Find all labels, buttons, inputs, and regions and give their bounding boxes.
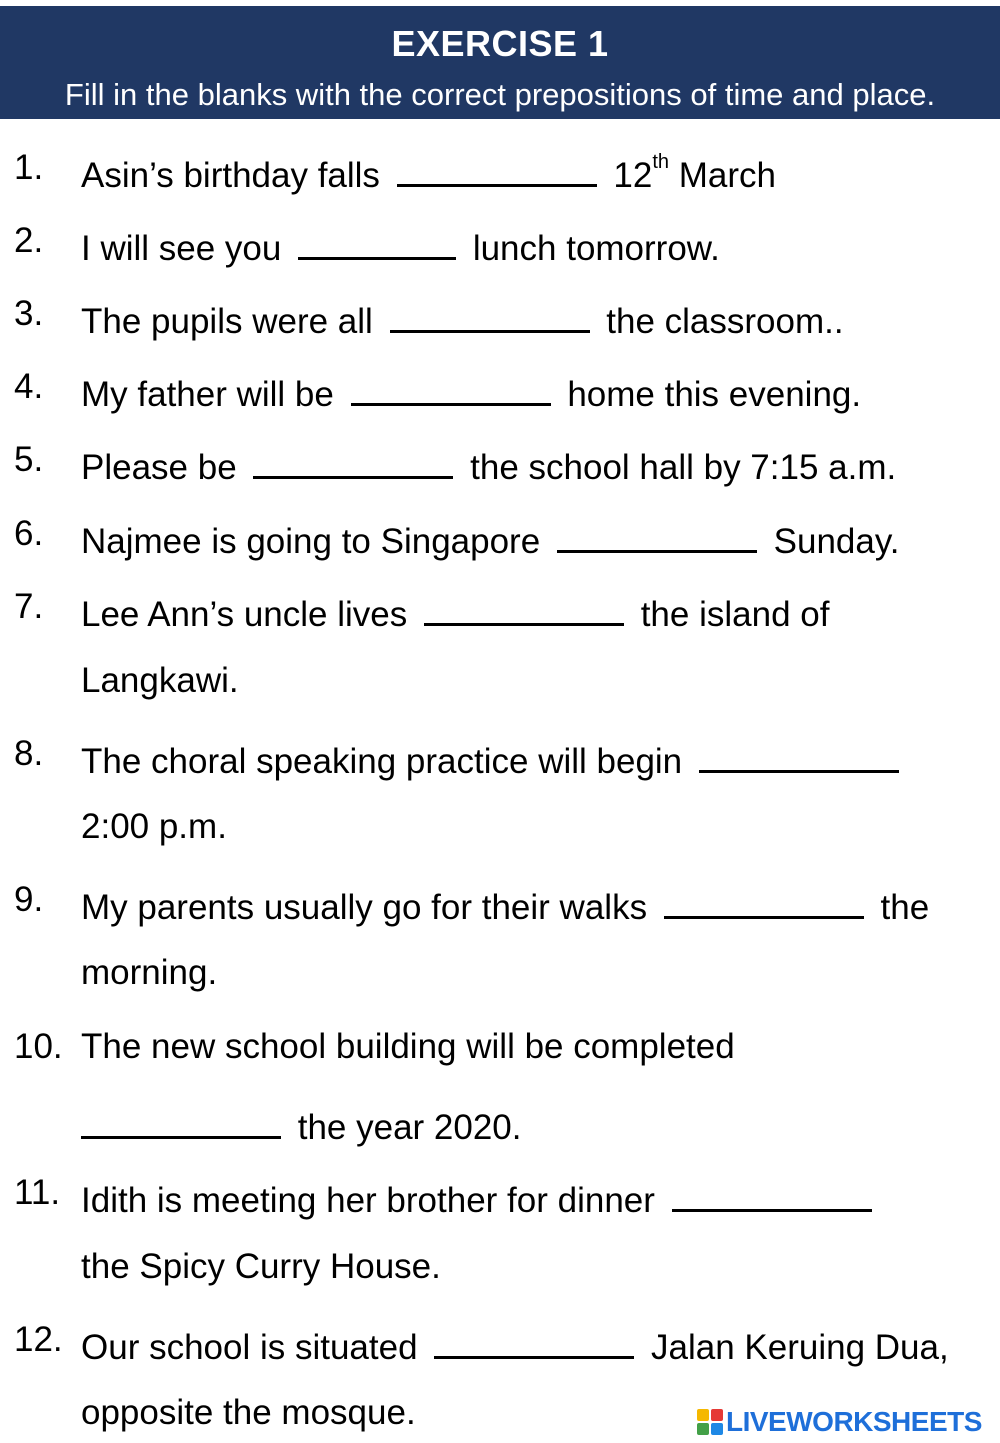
question-text-before: The choral speaking practice will begin bbox=[81, 742, 692, 781]
question-text-before: Najmee is going to Singapore bbox=[81, 522, 550, 561]
question-number: 10. bbox=[14, 1027, 63, 1066]
question-text-after: the school hall by 7:15 a.m. bbox=[460, 448, 897, 487]
question-text-after: the bbox=[870, 888, 930, 927]
question-number: 7. bbox=[14, 587, 44, 626]
question-text-before: Please be bbox=[81, 448, 247, 487]
answer-blank[interactable] bbox=[557, 512, 757, 553]
question-number: 4. bbox=[14, 367, 44, 406]
question-text-before: The pupils were all bbox=[81, 302, 383, 341]
question-text-after: home this evening. bbox=[557, 375, 862, 414]
question-text bbox=[81, 512, 899, 564]
exercise-title: EXERCISE 1 bbox=[391, 23, 609, 64]
answer-blank[interactable] bbox=[397, 146, 597, 187]
question-text bbox=[81, 292, 844, 344]
question-text-after: March bbox=[678, 156, 776, 195]
question-number: 1. bbox=[14, 148, 44, 187]
question-text bbox=[81, 438, 896, 490]
answer-blank[interactable] bbox=[81, 1098, 281, 1139]
question-text-after: 12 bbox=[603, 156, 653, 195]
answer-blank[interactable] bbox=[664, 878, 864, 919]
question-number: 5. bbox=[14, 440, 44, 479]
question-number: 8. bbox=[14, 734, 44, 773]
question-text-after: the island of bbox=[630, 595, 830, 634]
liveworksheets-logo[interactable] bbox=[697, 1404, 982, 1440]
question-number: 11. bbox=[14, 1173, 61, 1212]
question-text-before: Idith is meeting her brother for dinner bbox=[81, 1181, 665, 1220]
question-text bbox=[81, 146, 776, 198]
ordinal-suffix: th bbox=[652, 151, 670, 174]
question-text-after: lunch tomorrow. bbox=[463, 229, 720, 268]
answer-blank[interactable] bbox=[390, 292, 590, 333]
question-text-continuation: opposite the mosque. bbox=[81, 1393, 416, 1432]
answer-blank[interactable] bbox=[253, 438, 453, 479]
question-text-before: My father will be bbox=[81, 375, 344, 414]
answer-blank[interactable] bbox=[424, 585, 624, 626]
question-text-after: Sunday. bbox=[763, 522, 900, 561]
answer-blank[interactable] bbox=[351, 365, 551, 406]
question-text bbox=[81, 878, 929, 930]
question-text-before: Lee Ann’s uncle lives bbox=[81, 595, 417, 634]
question-number: 6. bbox=[14, 514, 44, 553]
answer-blank[interactable] bbox=[434, 1318, 634, 1359]
question-text-before: My parents usually go for their walks bbox=[81, 888, 657, 927]
liveworksheets-logo-text: LIVEWORKSHEETS bbox=[726, 1406, 982, 1437]
exercise-header bbox=[0, 6, 1000, 119]
question-text bbox=[81, 732, 906, 784]
question-text-before: I will see you bbox=[81, 229, 292, 268]
question-text-continuation: Langkawi. bbox=[81, 661, 239, 700]
question-text-after: Jalan Keruing Dua, bbox=[641, 1328, 949, 1367]
question-text bbox=[81, 365, 861, 417]
question-text-continuation: 2:00 p.m. bbox=[81, 807, 227, 846]
question-text-after: the year 2020. bbox=[288, 1108, 522, 1147]
question-text-continuation: morning. bbox=[81, 953, 218, 992]
question-text bbox=[81, 585, 829, 637]
question-text: The new school building will be completed bbox=[81, 1027, 735, 1066]
question-number: 9. bbox=[14, 880, 44, 919]
answer-blank[interactable] bbox=[672, 1171, 872, 1212]
liveworksheets-logo-icon bbox=[697, 1409, 723, 1435]
question-number: 3. bbox=[14, 294, 44, 333]
exercise-instruction: Fill in the blanks with the correct prepositions of time and place. bbox=[64, 77, 936, 112]
question-text bbox=[81, 1318, 949, 1370]
question-text-before: Our school is situated bbox=[81, 1328, 428, 1367]
question-text-continuation: the Spicy Curry House. bbox=[81, 1247, 441, 1286]
question-text-before: Asin’s birthday falls bbox=[81, 156, 390, 195]
question-number: 2. bbox=[14, 221, 44, 260]
question-text bbox=[81, 219, 720, 271]
question-text-continuation bbox=[81, 1098, 522, 1150]
answer-blank[interactable] bbox=[699, 732, 899, 773]
question-text bbox=[81, 1171, 879, 1223]
question-number: 12. bbox=[14, 1320, 63, 1359]
answer-blank[interactable] bbox=[298, 219, 456, 260]
question-text-after: the classroom.. bbox=[596, 302, 844, 341]
